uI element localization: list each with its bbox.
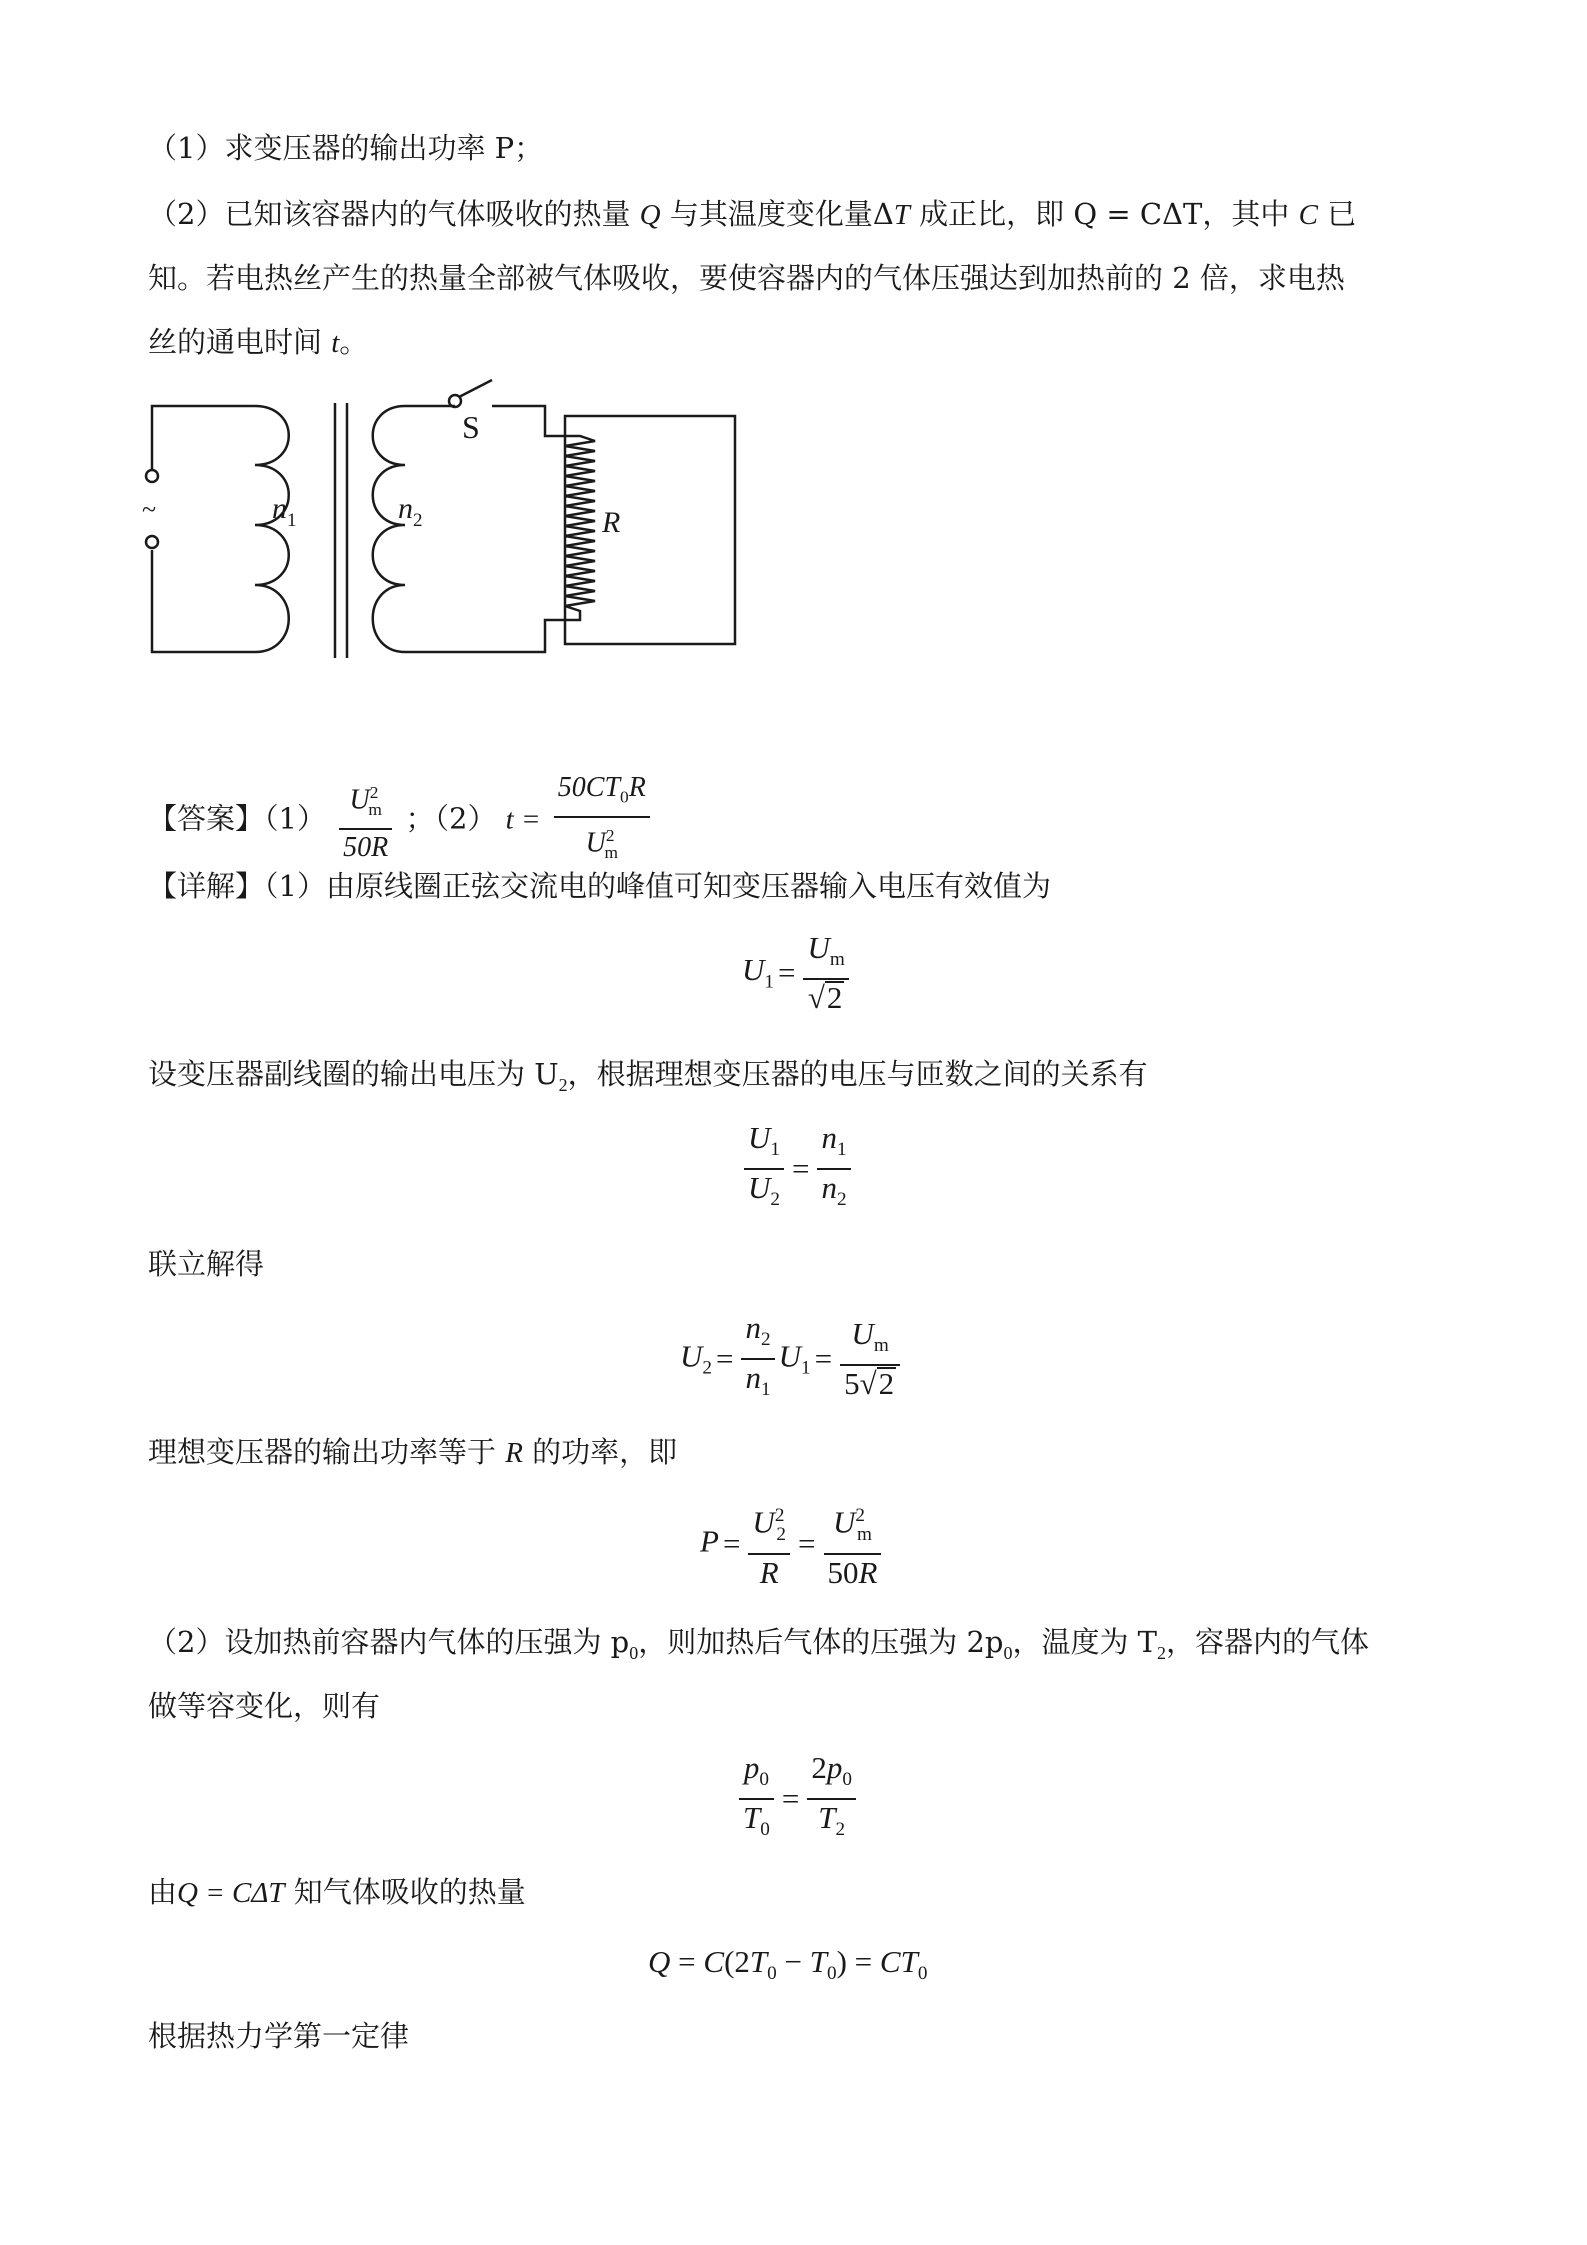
- detail-l7-text-a: 由: [148, 1875, 178, 1909]
- q2-text-c: 成正比，即 Q = CΔT，其中: [909, 197, 1299, 231]
- detail-l5-sub2: 2: [1157, 1642, 1166, 1663]
- detail-l5-sub0: 0: [629, 1642, 639, 1663]
- detail-l7-text-b: 知气体吸收的热量: [284, 1875, 526, 1909]
- question-1: （1）求变压器的输出功率 P；: [148, 131, 544, 165]
- q2-text-e: 丝的通电时间: [148, 325, 332, 359]
- answer-2-lhs: t =: [505, 803, 541, 836]
- detail-line-8: 根据热力学第一定律: [148, 2019, 410, 2053]
- detail-line-1: 【详解】（1）由原线圈正弦交流电的峰值可知变压器输入电压有效值为: [148, 869, 1051, 903]
- transformer-circuit-diagram: [140, 370, 760, 670]
- detail-line-7: [148, 1872, 526, 1913]
- secondary-coil: [373, 406, 405, 652]
- secondary-wire-bottom: [405, 620, 565, 652]
- detail-l7-math: Q = CΔT: [177, 1877, 285, 1909]
- detail-line-3: 联立解得: [148, 1247, 265, 1281]
- detail-l4-text-b: 的功率，即: [522, 1435, 678, 1469]
- answer-separator: ；（2）: [405, 801, 497, 836]
- answer-line: [148, 770, 654, 871]
- switch-label: S: [462, 409, 480, 445]
- primary-coil: [255, 406, 289, 652]
- switch-blade: [459, 380, 492, 397]
- question-2-line-2: 知。若电热丝产生的热量全部被气体吸收，要使容器内的气体压强达到加热前的 2 倍，求电热: [148, 261, 1345, 295]
- primary-wire: [152, 406, 255, 652]
- equation-5: $\frac{p_0}{T_0}$ = $\frac{2p_0}{T_2}$: [735, 1750, 860, 1848]
- detail-l4-text-a: 理想变压器的输出功率等于: [148, 1435, 506, 1469]
- answer-2-fraction: $\frac{50CT_0R}{U^2_m}$: [554, 770, 650, 871]
- q2-var-q: Q: [639, 199, 661, 231]
- q2-text-d: 已: [1317, 197, 1357, 231]
- answer-label: 【答案】（1）: [148, 801, 326, 836]
- primary-turns-label: $n_1$: [272, 492, 297, 531]
- q2-text-f: 。: [339, 325, 369, 359]
- resistor-label: R: [602, 506, 621, 539]
- answer-1-fraction: $\frac{U^2_m}{50R}$: [339, 775, 392, 866]
- q2-var-time: t: [331, 327, 340, 359]
- equation-1: $U_1$ = $\frac{U_m}{√2}$: [742, 930, 853, 1016]
- source-terminal-bottom: [146, 536, 158, 548]
- detail-line-6: 做等容变化，则有: [148, 1689, 381, 1723]
- q2-var-c: C: [1298, 199, 1318, 231]
- q2-text-a: （2）已知该容器内的气体吸收的热量: [148, 197, 640, 231]
- question-2-line-3: [148, 322, 368, 363]
- detail-l5-text-c: ，温度为 T: [1012, 1625, 1157, 1659]
- detail-l5-text-b: ，则加热后气体的压强为 2p: [638, 1625, 1004, 1659]
- resistor-zigzag: [565, 436, 595, 620]
- secondary-wire-right: [492, 406, 565, 436]
- detail-line-4: [148, 1432, 677, 1473]
- equation-6: $Q = C(2T_0 - T_0) = CT_0$: [648, 1944, 928, 1985]
- secondary-turns-label: $n_2$: [398, 492, 423, 531]
- question-2-line-1: [148, 194, 1356, 235]
- detail-l2-text-b: ，根据理想变压器的电压与匝数之间的关系有: [567, 1057, 1148, 1091]
- detail-l2-sub: 2: [558, 1074, 568, 1095]
- detail-l4-var-r: R: [505, 1437, 523, 1469]
- equation-3: $U_2$ = $\frac{n_2}{n_1}$ $U_1$ = $\frac{U_m}{5√2}$: [680, 1310, 904, 1408]
- detail-line-2: [148, 1054, 1148, 1105]
- equation-2: $\frac{U_1}{U_2}$ = $\frac{n_1}{n_2}$: [740, 1120, 855, 1218]
- detail-l5-text-d: ，容器内的气体: [1165, 1625, 1369, 1659]
- source-symbol: ~: [142, 495, 157, 524]
- detail-line-5: [148, 1622, 1369, 1673]
- q2-text-b: 与其温度变化量Δ: [660, 197, 894, 231]
- detail-l5-sub1: 0: [1003, 1642, 1013, 1663]
- source-terminal-top: [146, 470, 158, 482]
- q2-var-t: T: [893, 199, 910, 231]
- detail-l5-text-a: （2）设加热前容器内气体的压强为 p: [148, 1625, 630, 1659]
- detail-l2-text-a: 设变压器副线圈的输出电压为 U: [148, 1057, 559, 1091]
- equation-4: P = $\frac{U^2_2}{R}$ = $\frac{U^2_m}{50R}$: [700, 1498, 885, 1591]
